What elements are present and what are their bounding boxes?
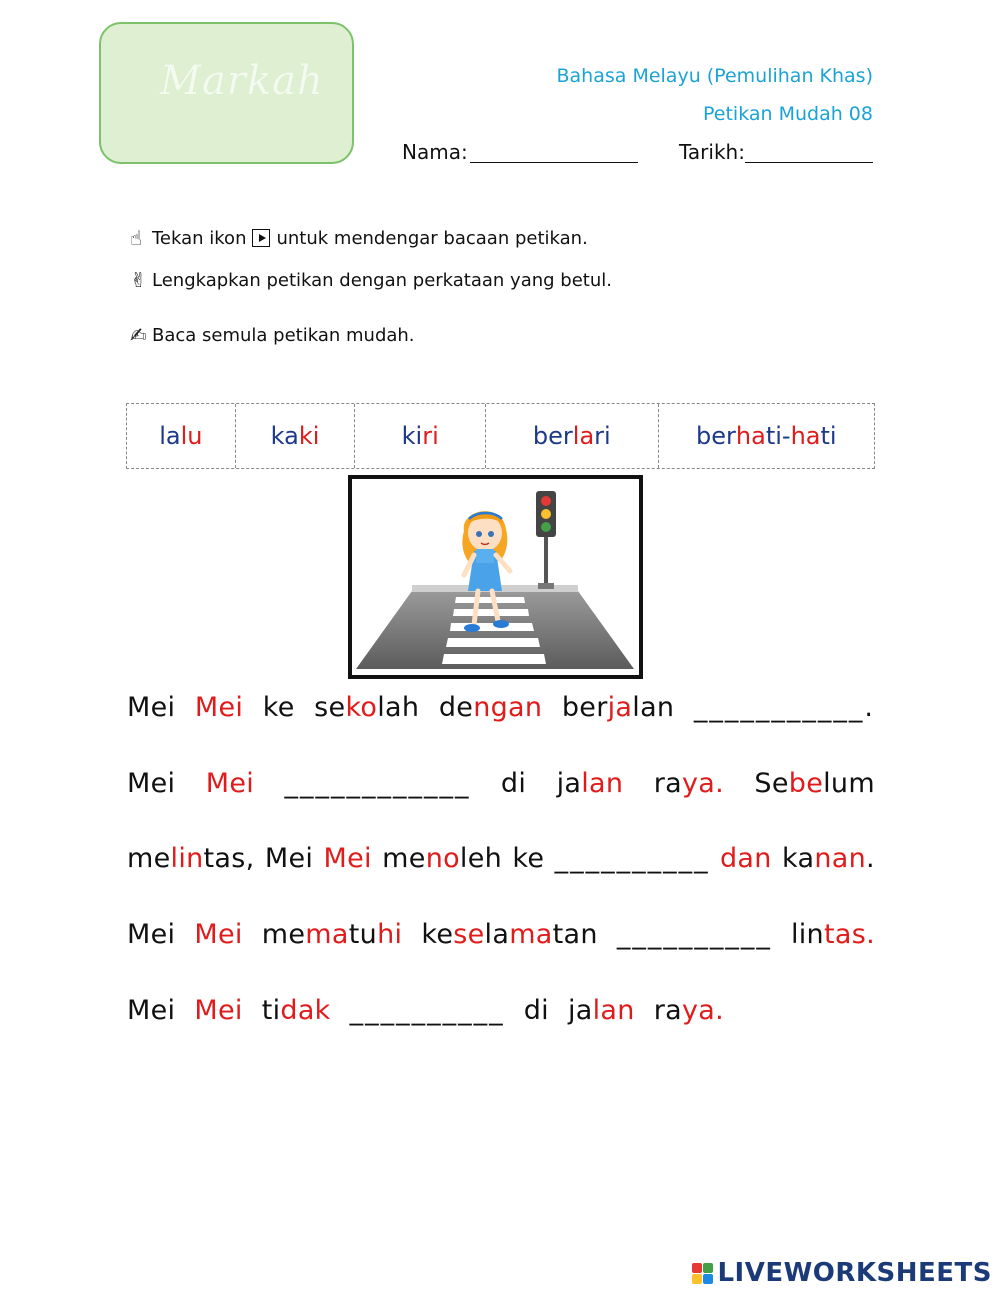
syllable: lu — [180, 422, 203, 450]
syllable: tas, — [203, 843, 255, 874]
syllable: ha — [790, 422, 821, 450]
syllable: . — [866, 843, 875, 874]
logo-square-yellow — [692, 1274, 702, 1284]
girl-crossing-road-image — [352, 479, 639, 675]
syllable: ber — [561, 692, 608, 723]
answer-blank[interactable]: __________ — [554, 843, 710, 874]
answer-blank[interactable]: __________ — [349, 995, 505, 1026]
syllable: ber — [696, 422, 736, 450]
answer-blank[interactable]: __________ — [616, 919, 772, 950]
passage-word: di — [523, 995, 549, 1026]
passage-word — [782, 843, 875, 874]
syllable: ti — [820, 422, 837, 450]
syllable: ke — [421, 919, 454, 950]
syllable: ra — [653, 995, 682, 1026]
syllable: ya. — [681, 995, 724, 1026]
passage-word: Mei — [264, 843, 314, 874]
passage-word: Mei — [194, 995, 243, 1026]
syllable: me — [261, 919, 306, 950]
play-icon[interactable] — [252, 229, 270, 247]
victory-hand-icon: ✌ — [130, 268, 147, 292]
word-bank-item[interactable] — [486, 404, 659, 468]
syllable: ko — [345, 692, 378, 723]
answer-blank[interactable]: ___________. — [693, 692, 875, 723]
passage-word — [262, 995, 331, 1026]
passage-word: ke — [262, 692, 295, 723]
syllable: ma — [509, 919, 553, 950]
instruction-3-text: Baca semula petikan mudah. — [152, 324, 415, 346]
syllable: lan — [592, 995, 635, 1026]
subject-title: Bahasa Melayu (Pemulihan Khas) — [556, 65, 873, 87]
pointing-hand-icon: ☝ — [130, 226, 143, 250]
tarikh-field[interactable] — [745, 162, 873, 163]
word-bank-item[interactable] — [127, 404, 236, 468]
passage-word — [557, 768, 624, 799]
syllable: ti — [261, 995, 281, 1026]
passage-word: Mei — [194, 919, 243, 950]
syllable: ja — [607, 692, 633, 723]
syllable: lan — [632, 692, 675, 723]
syllable: me — [382, 843, 426, 874]
instruction-2-text: Lengkapkan petikan dengan perkataan yang betul. — [152, 269, 612, 291]
syllable: ka — [782, 843, 815, 874]
markah-label: Markah — [160, 58, 324, 104]
word-bank-item[interactable] — [659, 404, 874, 468]
logo-square-green — [703, 1263, 713, 1273]
logo-square-red — [692, 1263, 702, 1273]
crossing-illustration — [348, 475, 643, 679]
syllable: ja — [556, 768, 582, 799]
passage-word: Mei — [205, 768, 255, 799]
syllable: lum — [823, 768, 875, 799]
liveworksheets-logo — [692, 1258, 992, 1288]
syllable: Se — [754, 768, 789, 799]
nama-label: Nama: — [402, 140, 468, 164]
passage-word: Mei — [127, 768, 176, 799]
passage-word — [654, 995, 724, 1026]
instruction-1-text-after: untuk mendengar bacaan petikan. — [276, 227, 588, 249]
syllable: ki — [401, 422, 423, 450]
passage-word — [562, 692, 674, 723]
syllable: ri — [594, 422, 611, 450]
syllable: ngan — [473, 692, 543, 723]
syllable: ha — [735, 422, 766, 450]
syllable: se — [453, 919, 485, 950]
syllable: dak — [280, 995, 331, 1026]
passage-word — [568, 995, 635, 1026]
passage-word: Mei — [194, 692, 244, 723]
passage-word — [314, 692, 419, 723]
passage-word: Mei — [127, 692, 176, 723]
syllable: ti- — [765, 422, 791, 450]
passage-word: dan — [719, 843, 772, 874]
syllable: la — [159, 422, 181, 450]
passage-word: Mei — [127, 919, 176, 950]
passage-word — [654, 768, 724, 799]
syllable: hi — [377, 919, 403, 950]
syllable: no — [425, 843, 460, 874]
instruction-2 — [130, 268, 612, 292]
syllable: se — [314, 692, 346, 723]
syllable: ya. — [681, 768, 724, 799]
passage-line — [127, 692, 875, 723]
nama-field[interactable] — [470, 162, 638, 163]
word-bank-item[interactable] — [236, 404, 356, 468]
syllable: la — [484, 919, 510, 950]
tarikh-label: Tarikh: — [679, 140, 745, 164]
worksheet-title: Petikan Mudah 08 — [703, 103, 873, 125]
passage-word — [754, 768, 875, 799]
passage-word: di — [500, 768, 527, 799]
syllable: ja — [567, 995, 593, 1026]
instruction-3 — [130, 323, 415, 347]
passage-line — [127, 843, 875, 874]
syllable: tan — [552, 919, 598, 950]
syllable: lan — [581, 768, 624, 799]
passage-word — [382, 843, 502, 874]
instruction-1-text-before: Tekan ikon — [152, 227, 247, 249]
syllable: ri — [422, 422, 439, 450]
passage-line — [127, 919, 875, 950]
passage-word — [127, 843, 255, 874]
answer-blank[interactable]: ____________ — [284, 768, 471, 799]
syllable: leh — [459, 843, 503, 874]
syllable: lah — [377, 692, 420, 723]
syllable: be — [788, 768, 824, 799]
passage-word: Mei — [127, 995, 176, 1026]
passage-word: ke — [512, 843, 545, 874]
syllable: tas. — [823, 919, 875, 950]
logo-text: LIVEWORKSHEETS — [717, 1258, 992, 1288]
syllable: la — [572, 422, 595, 450]
syllable: de — [438, 692, 474, 723]
syllable: ki — [298, 422, 320, 450]
syllable: lin — [790, 919, 824, 950]
syllable: tu — [348, 919, 378, 950]
passage-word — [262, 919, 403, 950]
syllable: me — [127, 843, 171, 874]
traffic-light — [536, 491, 556, 589]
word-bank — [126, 403, 875, 469]
syllable: ka — [270, 422, 299, 450]
logo-square-blue — [703, 1274, 713, 1284]
syllable: ma — [305, 919, 349, 950]
passage-line — [127, 995, 724, 1026]
liveworksheets-icon — [692, 1263, 713, 1284]
passage-word — [421, 919, 597, 950]
word-bank-item[interactable] — [355, 404, 486, 468]
instruction-1 — [130, 226, 588, 250]
syllable: ra — [653, 768, 682, 799]
syllable: lin — [170, 843, 204, 874]
syllable: ber — [532, 422, 573, 450]
passage-word — [439, 692, 542, 723]
passage-line — [127, 768, 875, 799]
passage-word — [791, 919, 875, 950]
syllable: nan — [814, 843, 867, 874]
passage-word: Mei — [323, 843, 372, 874]
writing-hand-icon: ✍ — [130, 323, 147, 347]
